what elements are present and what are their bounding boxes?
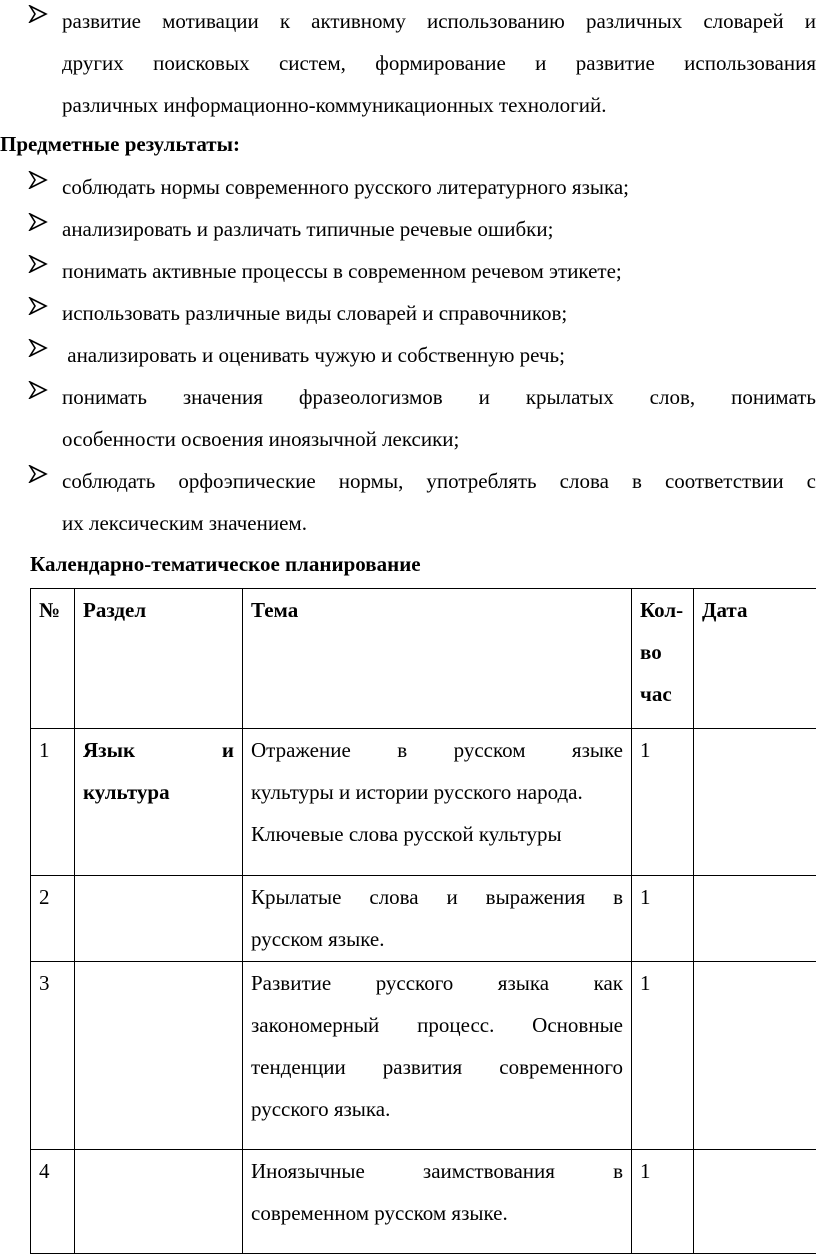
planning-heading: Календарно-тематическое планирование [30,552,421,576]
intro-line-2: других поисковых систем, формирование и развитие использования [62,51,816,75]
row-section-line: культура [83,780,170,804]
intro-line-1: развитие мотивации к активному использованию различных словарей и [62,9,816,33]
row-section [75,962,243,1150]
row-num: 2 [31,876,75,962]
intro-line-3: различных информационно-коммуникационных технологий. [62,93,607,117]
header-section: Раздел [75,589,243,729]
header-hours-line: Кол- [640,598,684,622]
table-row [31,729,816,876]
row-topic-line: современном русском языке. [251,1201,508,1225]
row-section [75,876,243,962]
result-item-text: понимать активные процессы в современном речевом этикете; [62,259,622,283]
result-item-text: анализировать и оценивать чужую и собственную речь; [62,343,565,367]
table-row [31,1150,816,1254]
arrow-bullet-icon [28,213,48,231]
row-topic [243,876,632,962]
header-num: № [31,589,75,729]
result-item-text: использовать различные виды словарей и справочников; [62,301,568,325]
row-section-line: Язык и [83,738,234,762]
header-hours [632,589,694,729]
header-hours-line: час [640,682,672,706]
row-topic-line: Крылатые слова и выражения в [251,885,623,909]
row-date [694,876,816,962]
row-hours: 1 [632,1150,694,1254]
arrow-bullet-icon [28,297,48,315]
subject-results-heading: Предметные результаты: [0,132,240,156]
row-num: 1 [31,729,75,876]
arrow-bullet-icon [28,339,48,357]
result-item-text: понимать значения фразеологизмов и крылатых слов, понимать [62,385,816,409]
row-topic [243,962,632,1150]
result-item-text: их лексическим значением. [62,511,307,535]
planning-table [30,588,816,1254]
row-hours: 1 [632,962,694,1150]
row-date [694,729,816,876]
row-hours: 1 [632,876,694,962]
result-item-text: соблюдать нормы современного русского литературного языка; [62,175,630,199]
row-num: 4 [31,1150,75,1254]
table-header-row [31,589,816,729]
row-topic [243,1150,632,1254]
row-topic [243,729,632,876]
result-item-text: анализировать и различать типичные речевые ошибки; [62,217,554,241]
header-topic: Тема [243,589,632,729]
arrow-bullet-icon [28,255,48,273]
result-item-text: особенности освоения иноязычной лексики; [62,427,460,451]
header-date: Дата [694,589,816,729]
arrow-bullet-icon [28,465,48,483]
row-date [694,962,816,1150]
row-topic-line: культуры и истории русского народа. [251,780,583,804]
row-topic-line: тенденции развития современного [251,1055,623,1079]
table-row [31,876,816,962]
row-topic-line: Развитие русского языка как [251,971,623,995]
arrow-bullet-icon [28,381,48,399]
header-hours-line: во [640,640,662,664]
table-row [31,962,816,1150]
row-num: 3 [31,962,75,1150]
arrow-bullet-icon [28,5,48,23]
row-hours: 1 [632,729,694,876]
row-topic-line: русском языке. [251,927,385,951]
arrow-bullet-icon [28,171,48,189]
row-topic-line: русского языка. [251,1097,391,1121]
row-topic-line: Отражение в русском языке [251,738,623,762]
row-topic-line: Иноязычные заимствования в [251,1159,623,1183]
row-date [694,1150,816,1254]
row-section [75,729,243,876]
row-section [75,1150,243,1254]
row-topic-line: закономерный процесс. Основные [251,1013,623,1037]
row-topic-line: Ключевые слова русской культуры [251,822,562,846]
result-item-text: соблюдать орфоэпические нормы, употреблять слова в соответствии с [62,469,816,493]
